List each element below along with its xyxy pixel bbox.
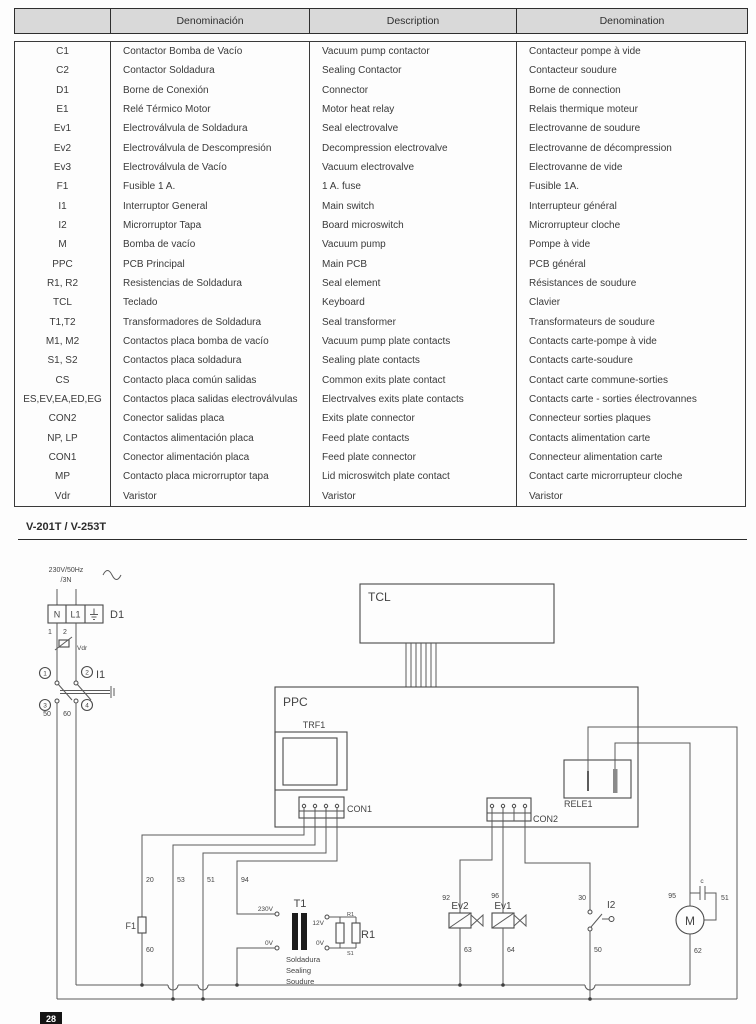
- header-description: Description: [309, 9, 516, 33]
- row-code: E1: [56, 104, 69, 116]
- row-denominacion: Contacto placa común salidas: [110, 371, 309, 390]
- row-denomination: Electrovanne de soudure: [516, 119, 745, 138]
- row-denominacion: PCB Principal: [110, 255, 309, 274]
- row-denomination: Connecteur sorties plaques: [516, 409, 745, 428]
- table-row: [15, 371, 745, 390]
- row-denomination: Clavier: [516, 293, 745, 312]
- cap-c-label: c: [700, 878, 704, 885]
- row-denomination: Contacteur pompe à vide: [516, 42, 745, 61]
- page-number-badge: 28: [40, 1012, 62, 1024]
- t1-12v-label: 12V: [312, 920, 324, 927]
- r1-wire-label: R1: [347, 912, 355, 918]
- tcl-keyboard-box: [360, 584, 554, 643]
- row-description: Sealing Contactor: [309, 61, 516, 80]
- table-row: [15, 158, 745, 177]
- i1-contact2-label: 2: [85, 669, 89, 677]
- i2-microswitch: [588, 900, 616, 999]
- con1-connector: [299, 797, 372, 818]
- row-denominacion: Contactor Soldadura: [110, 61, 309, 80]
- row-description: Motor heat relay: [309, 100, 516, 119]
- wire-relay-motor: [615, 743, 690, 906]
- row-denomination: Microrrupteur cloche: [516, 216, 745, 235]
- table-row: [15, 487, 745, 506]
- s1-wire-label: S1: [347, 951, 354, 957]
- t1-230v-label: 230V: [257, 906, 273, 913]
- wire-94-label: 94: [241, 877, 249, 884]
- row-description: Seal electrovalve: [309, 119, 516, 138]
- d1-terminal-block: [48, 605, 124, 636]
- row-description: Vacuum pump plate contacts: [309, 332, 516, 351]
- row-denomination: Contacteur soudure: [516, 61, 745, 80]
- section-title: V-201T / V-253T: [26, 521, 107, 533]
- wire-92-label: 92: [442, 895, 450, 902]
- table-row: [15, 177, 745, 196]
- row-denominacion: Contactos placa soldadura: [110, 351, 309, 370]
- row-denomination: Relais thermique moteur: [516, 100, 745, 119]
- wire-64-label: 64: [507, 947, 515, 954]
- row-code: NP, LP: [47, 432, 78, 444]
- row-code: CON1: [48, 452, 77, 464]
- i1-contact3-label: 3: [43, 702, 47, 710]
- wire-96-label: 96: [491, 893, 499, 900]
- row-code: M1, M2: [45, 336, 80, 348]
- row-description: Vacuum pump contactor: [309, 42, 516, 61]
- row-denominacion: Teclado: [110, 293, 309, 312]
- row-denomination: Contacts carte-soudure: [516, 351, 745, 370]
- row-denominacion: Contactor Bomba de Vacío: [110, 42, 309, 61]
- row-denominacion: Fusible 1 A.: [110, 177, 309, 196]
- wiring-diagram: [0, 545, 756, 1024]
- row-denomination: Contact carte commune-sorties: [516, 371, 745, 390]
- d1-l1-label: L1: [70, 609, 81, 620]
- t1-label: T1: [293, 898, 307, 910]
- t1-0v-right-label: 0V: [316, 940, 324, 947]
- i2-label: I2: [607, 900, 616, 911]
- trf1-transformer: [275, 720, 347, 790]
- row-code: PPC: [52, 258, 73, 270]
- mains-supply-label: [49, 567, 121, 605]
- wire-51b-label: 51: [721, 895, 729, 902]
- table-header: [14, 8, 748, 34]
- row-denomination: Contact carte microrrupteur cloche: [516, 467, 745, 486]
- row-description: Electrvalves exits plate contacts: [309, 390, 516, 409]
- row-description: Exits plate connector: [309, 409, 516, 428]
- table-row: [15, 235, 745, 254]
- row-description: Connector: [309, 81, 516, 100]
- con2-label: CON2: [533, 814, 559, 824]
- wire-95-label: 95: [668, 893, 676, 900]
- con2-connector: [487, 798, 558, 824]
- row-code: Ev3: [53, 162, 72, 174]
- row-code: CON2: [48, 413, 77, 425]
- table-row: [15, 390, 745, 409]
- row-denomination: PCB général: [516, 255, 745, 274]
- row-denominacion: Microrruptor Tapa: [110, 216, 309, 235]
- header-denominacion: Denominación: [110, 9, 309, 33]
- wire-60b-label: 60: [146, 947, 154, 954]
- row-denomination: Fusible 1A.: [516, 177, 745, 196]
- row-code: F1: [56, 181, 69, 193]
- row-denominacion: Contactos placa salidas electroválvulas: [110, 390, 309, 409]
- motor-m-label: M: [685, 914, 695, 928]
- row-denomination: Résistances de soudure: [516, 274, 745, 293]
- row-denominacion: Resistencias de Soldadura: [110, 274, 309, 293]
- table-row: [15, 61, 745, 80]
- row-denominacion: Conector salidas placa: [110, 409, 309, 428]
- varistor-symbol: [55, 637, 88, 652]
- row-code: R1, R2: [46, 278, 79, 290]
- table-row: [15, 100, 745, 119]
- i1-main-switch: [40, 667, 115, 719]
- wire-50-label: 50: [43, 711, 51, 718]
- wire-51-label: 51: [207, 877, 215, 884]
- ribbon-cable: [406, 643, 436, 687]
- row-code: C2: [56, 65, 69, 77]
- sealing-es-label: Soldadura: [286, 955, 321, 964]
- rele1-relay: [564, 760, 631, 809]
- supply-phase-label: /3N: [60, 577, 72, 584]
- table-row: [15, 293, 745, 312]
- row-description: Sealing plate contacts: [309, 351, 516, 370]
- wire-30-label: 30: [578, 895, 586, 902]
- row-denomination: Connecteur alimentation carte: [516, 448, 745, 467]
- row-denominacion: Electroválvula de Vacío: [110, 158, 309, 177]
- ac-sine-icon: [103, 571, 121, 580]
- row-code: Vdr: [54, 490, 71, 502]
- row-code: TCL: [53, 297, 72, 309]
- section-rule: [18, 539, 747, 540]
- row-description: Common exits plate contact: [309, 371, 516, 390]
- r1-seal-element: [336, 912, 375, 957]
- table-row: [15, 332, 745, 351]
- sealing-fr-label: Soudure: [286, 977, 315, 986]
- f1-label: F1: [125, 921, 136, 931]
- row-description: Lid microswitch plate contact: [309, 467, 516, 486]
- r1-label: R1: [361, 929, 376, 941]
- row-denomination: Transformateurs de soudure: [516, 313, 745, 332]
- i1-label: I1: [96, 669, 106, 681]
- row-code: C1: [56, 46, 69, 58]
- row-description: Feed plate connector: [309, 448, 516, 467]
- table-row: [15, 409, 745, 428]
- common-bus: [57, 997, 737, 1001]
- table-row: [15, 429, 745, 448]
- row-description: Decompression electrovalve: [309, 139, 516, 158]
- row-denomination: Borne de connection: [516, 81, 745, 100]
- d1-pin2-label: 2: [63, 629, 67, 636]
- row-code: Ev1: [53, 123, 72, 135]
- con1-label: CON1: [347, 804, 373, 814]
- wire-60-label: 60: [63, 711, 71, 718]
- neutral-bus: [76, 983, 690, 990]
- row-description: Vacuum pump: [309, 235, 516, 254]
- i1-contact1-label: 1: [43, 670, 47, 678]
- trf1-label: TRF1: [302, 720, 326, 730]
- wire-53-label: 53: [177, 877, 185, 884]
- sealing-en-label: Sealing: [286, 966, 312, 975]
- header-denomination: Denomination: [516, 9, 747, 33]
- ev1-electrovalve: [492, 901, 526, 985]
- earth-icon: [90, 609, 98, 620]
- wire-relay-common: [588, 727, 737, 999]
- row-denominacion: Transformadores de Soldadura: [110, 313, 309, 332]
- row-denominacion: Contacto placa microrruptor tapa: [110, 467, 309, 486]
- table-row: [15, 351, 745, 370]
- row-code: M: [58, 239, 67, 251]
- t1-0v-left-label: 0V: [265, 940, 273, 947]
- table-row: [15, 255, 745, 274]
- vdr-label: Vdr: [77, 645, 88, 652]
- row-denomination: Interrupteur général: [516, 197, 745, 216]
- row-denominacion: Conector alimentación placa: [110, 448, 309, 467]
- table-row: [15, 119, 745, 138]
- row-code: ES,EV,EA,ED,EG: [23, 394, 102, 406]
- wire-50b-label: 50: [594, 947, 602, 954]
- row-description: 1 A. fuse: [309, 177, 516, 196]
- table-body: [14, 41, 746, 507]
- supply-voltage-label: 230V/50Hz: [48, 567, 84, 574]
- row-denominacion: Varistor: [110, 487, 309, 506]
- table-row: [15, 139, 745, 158]
- header-code: [15, 9, 110, 33]
- row-denomination: Pompe à vide: [516, 235, 745, 254]
- row-code: T1,T2: [49, 316, 76, 328]
- wire-63-label: 63: [464, 947, 472, 954]
- row-description: Varistor: [309, 487, 516, 506]
- table-row: [15, 448, 745, 467]
- row-description: Main PCB: [309, 255, 516, 274]
- row-denomination: Contacts carte-pompe à vide: [516, 332, 745, 351]
- ev2-electrovalve: [449, 901, 483, 985]
- ppc-label: PPC: [283, 695, 308, 709]
- sealing-caption: [286, 955, 321, 986]
- row-denomination: Electrovanne de vide: [516, 158, 745, 177]
- ev2-label: Ev2: [451, 901, 469, 912]
- row-denominacion: Borne de Conexión: [110, 81, 309, 100]
- row-code: S1, S2: [47, 355, 78, 367]
- row-denominacion: Contactos placa bomba de vacío: [110, 332, 309, 351]
- wire-20-label: 20: [146, 877, 154, 884]
- row-denomination: Varistor: [516, 487, 745, 506]
- table-row: [15, 274, 745, 293]
- row-denominacion: Interruptor General: [110, 197, 309, 216]
- tcl-label: TCL: [368, 590, 391, 604]
- row-description: Vacuum electrovalve: [309, 158, 516, 177]
- row-description: Seal element: [309, 274, 516, 293]
- d1-pin1-label: 1: [48, 629, 52, 636]
- row-denominacion: Electroválvula de Descompresión: [110, 139, 309, 158]
- row-description: Feed plate contacts: [309, 429, 516, 448]
- row-denominacion: Relé Térmico Motor: [110, 100, 309, 119]
- rele1-label: RELE1: [564, 799, 593, 809]
- vacuum-pump-motor: [668, 878, 729, 985]
- d1-label: D1: [110, 609, 125, 621]
- d1-n-label: N: [53, 609, 61, 620]
- ev1-label: Ev1: [494, 901, 512, 912]
- row-denomination: Electrovanne de décompression: [516, 139, 745, 158]
- row-code: CS: [55, 374, 70, 386]
- table-row: [15, 81, 745, 100]
- table-row: [15, 42, 745, 61]
- row-code: I1: [58, 200, 67, 212]
- row-code: MP: [55, 471, 70, 483]
- row-denomination: Contacts alimentation carte: [516, 429, 745, 448]
- row-denominacion: Bomba de vacío: [110, 235, 309, 254]
- table-row: [15, 197, 745, 216]
- row-description: Seal transformer: [309, 313, 516, 332]
- row-code: Ev2: [53, 142, 72, 154]
- wire-62-label: 62: [694, 948, 702, 955]
- table-row: [15, 313, 745, 332]
- row-description: Main switch: [309, 197, 516, 216]
- f1-fuse: [125, 917, 146, 933]
- row-description: Keyboard: [309, 293, 516, 312]
- row-description: Board microswitch: [309, 216, 516, 235]
- table-row: [15, 216, 745, 235]
- row-code: I2: [58, 220, 67, 232]
- table-row: [15, 467, 745, 486]
- i1-contact4-label: 4: [85, 702, 89, 710]
- row-denominacion: Contactos alimentación placa: [110, 429, 309, 448]
- row-code: D1: [56, 84, 69, 96]
- row-denominacion: Electroválvula de Soldadura: [110, 119, 309, 138]
- row-denomination: Contacts carte - sorties électrovannes: [516, 390, 745, 409]
